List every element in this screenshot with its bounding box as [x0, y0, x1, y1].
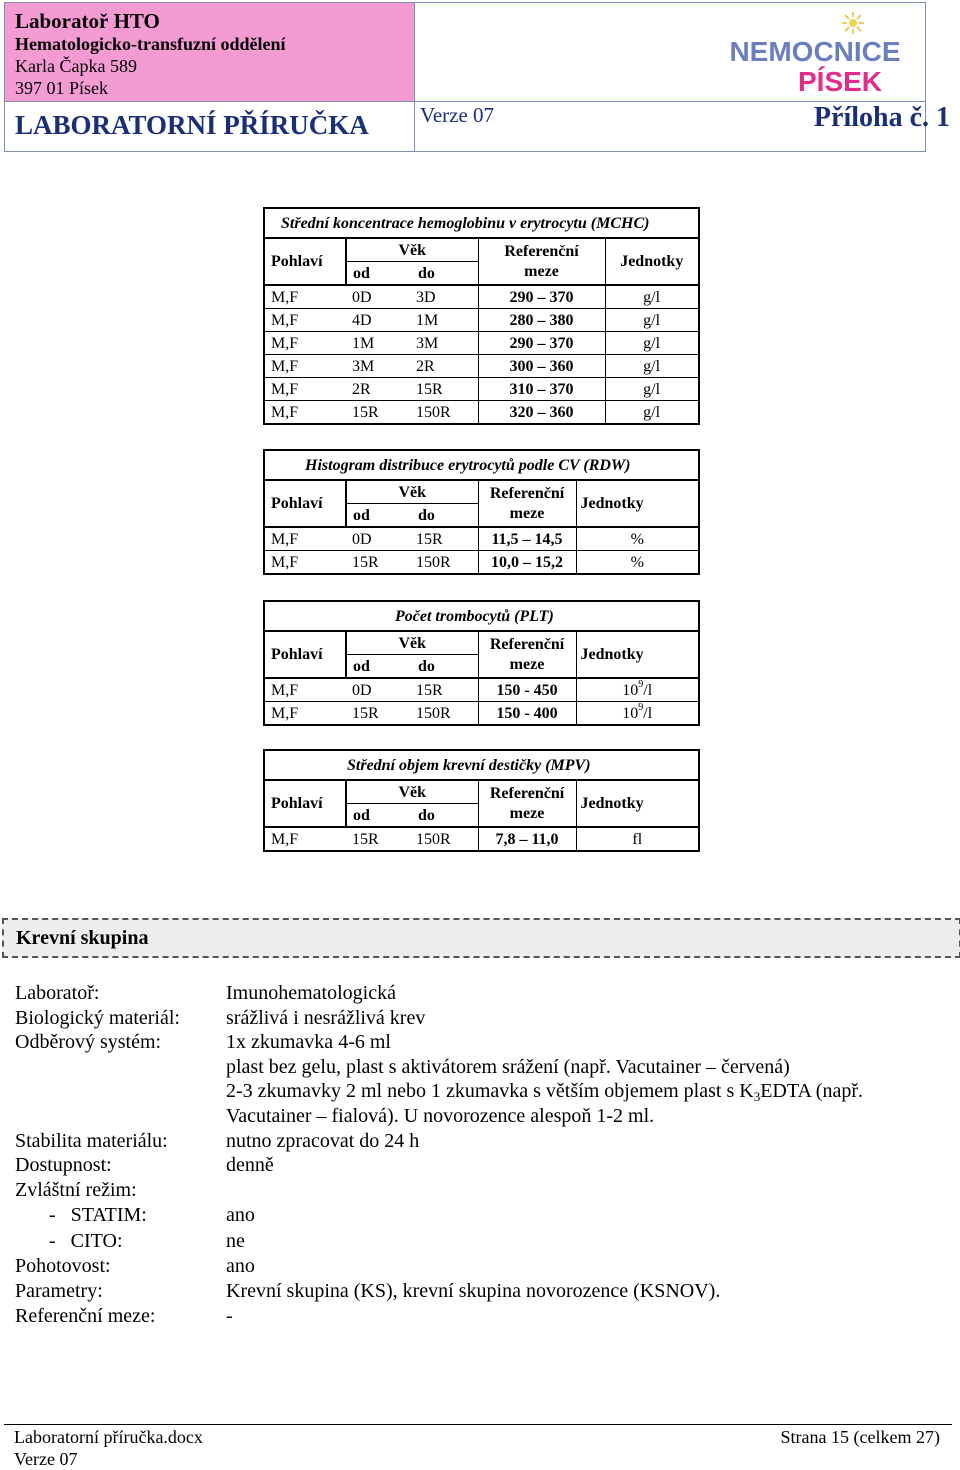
svg-text:NEMOCNICE: NEMOCNICE — [729, 36, 901, 67]
detail-row: Laboratoř: Imunohematologická — [15, 982, 396, 1004]
col-ref: Referenční meze — [478, 780, 576, 827]
col-jednotky: Jednotky — [576, 631, 699, 678]
col-od: od — [346, 262, 412, 286]
section-details — [15, 981, 945, 1328]
col-od: od — [346, 504, 412, 528]
col-vek: Věk — [346, 780, 478, 804]
table-row: M,F 4D 1M 280 – 380 g/l — [264, 309, 699, 332]
detail-row: Pohotovost: ano — [15, 1255, 255, 1278]
detail-row: Dostupnost: denně — [15, 1154, 274, 1177]
mpv-table — [263, 749, 700, 852]
table-row: M,F 0D 15R 150 - 450 $10^9/l$ — [264, 678, 699, 702]
col-pohlavi: Pohlaví — [264, 780, 346, 827]
lab-name: Laboratoř HTO — [15, 9, 160, 33]
col-pohlavi: Pohlaví — [264, 238, 346, 285]
table-caption: Histogram distribuce erytrocytů podle CV (RDW) — [264, 450, 699, 480]
table-row: M,F 15R 150R 150 - 400 $10^9/l$ — [264, 702, 699, 726]
footer-filename: Laboratorní příručka.docx — [14, 1427, 203, 1447]
mchc-table — [263, 207, 700, 425]
col-do: do — [412, 655, 478, 679]
table-caption: Střední objem krevní destičky (MPV) — [264, 750, 699, 780]
detail-row: Referenční meze: - — [15, 1304, 233, 1327]
table-row: M,F 0D 3D 290 – 370 g/l — [264, 285, 699, 309]
table-row: M,F 15R 150R 10,0 – 15,2 % — [264, 551, 699, 575]
header-version: Verze 07 — [420, 103, 495, 127]
svg-text:PÍSEK: PÍSEK — [797, 66, 883, 97]
table-caption: Počet trombocytů (PLT) — [264, 601, 699, 631]
col-vek: Věk — [346, 480, 478, 504]
department-name: Hematologicko-transfuzní oddělení — [15, 34, 286, 54]
col-ref: Referenční meze — [478, 631, 576, 678]
detail-row: Vacutainer – fialová). U novorozence alespoň 1-2 ml. — [226, 1104, 655, 1127]
section-heading — [2, 918, 960, 958]
col-pohlavi: Pohlaví — [264, 480, 346, 527]
rdw-table — [263, 449, 700, 575]
table-row: M,F 15R 150R 320 – 360 g/l — [264, 401, 699, 425]
table-row: M,F 15R 150R 7,8 – 11,0 fl — [264, 827, 699, 851]
detail-row: Stabilita materiálu: nutno zpracovat do 24 h — [15, 1129, 420, 1152]
detail-row: Odběrový systém: 1x zkumavka 4-6 ml — [15, 1031, 391, 1054]
footer-divider — [4, 1424, 952, 1425]
col-jednotky: Jednotky — [605, 238, 699, 285]
table-row: M,F 0D 15R 11,5 – 14,5 % — [264, 527, 699, 551]
table-row: M,F 1M 3M 290 – 370 g/l — [264, 332, 699, 355]
col-do: do — [412, 804, 478, 828]
detail-row: - CITO: ne — [49, 1230, 245, 1253]
detail-row: - STATIM: ano — [49, 1204, 255, 1227]
col-pohlavi: Pohlaví — [264, 631, 346, 678]
lab-address-block — [5, 3, 415, 102]
col-od: od — [346, 804, 412, 828]
detail-row: Zvláštní režim: — [15, 1178, 137, 1201]
col-od: od — [346, 655, 412, 679]
city-address: 397 01 Písek — [15, 78, 109, 98]
detail-row: Parametry: Krevní skupina (KS), krevní skupina novorozence (KSNOV). — [15, 1279, 721, 1302]
title-block — [5, 102, 415, 151]
col-ref: Referenční meze — [478, 480, 576, 527]
appendix-label: Příloha č. 1 — [813, 102, 950, 133]
table-caption: Střední koncentrace hemoglobinu v erytrocytu (MCHC) — [264, 208, 699, 238]
col-jednotky: Jednotky — [576, 780, 699, 827]
detail-row: plast bez gelu, plast s aktivátorem srážení (např. Vacutainer – červená) — [226, 1055, 790, 1078]
col-ref: Referenční meze — [478, 238, 605, 285]
footer-page-number: Strana 15 (celkem 27) — [780, 1427, 940, 1447]
manual-title: LABORATORNÍ PŘÍRUČKA — [15, 110, 369, 140]
plt-table — [263, 600, 700, 726]
table-row: M,F 3M 2R 300 – 360 g/l — [264, 355, 699, 378]
table-row: M,F 2R 15R 310 – 370 g/l — [264, 378, 699, 401]
col-do: do — [412, 504, 478, 528]
footer-version: Verze 07 — [14, 1449, 78, 1469]
col-do: do — [412, 262, 478, 286]
logo-block — [415, 3, 925, 102]
hospital-logo-icon — [715, 9, 915, 97]
document-header — [4, 2, 926, 152]
col-vek: Věk — [346, 631, 478, 655]
section-title: Krevní skupina — [16, 927, 149, 949]
col-jednotky: Jednotky — [576, 480, 699, 527]
detail-row: Biologický materiál: srážlivá i nesrážlivá krev — [15, 1006, 426, 1029]
col-vek: Věk — [346, 238, 478, 262]
street-address: Karla Čapka 589 — [15, 56, 137, 76]
detail-row: 2-3 zkumavky 2 ml nebo 1 zkumavka s větším objemem plast s $K_3EDTA$ (např. — [226, 1080, 863, 1105]
